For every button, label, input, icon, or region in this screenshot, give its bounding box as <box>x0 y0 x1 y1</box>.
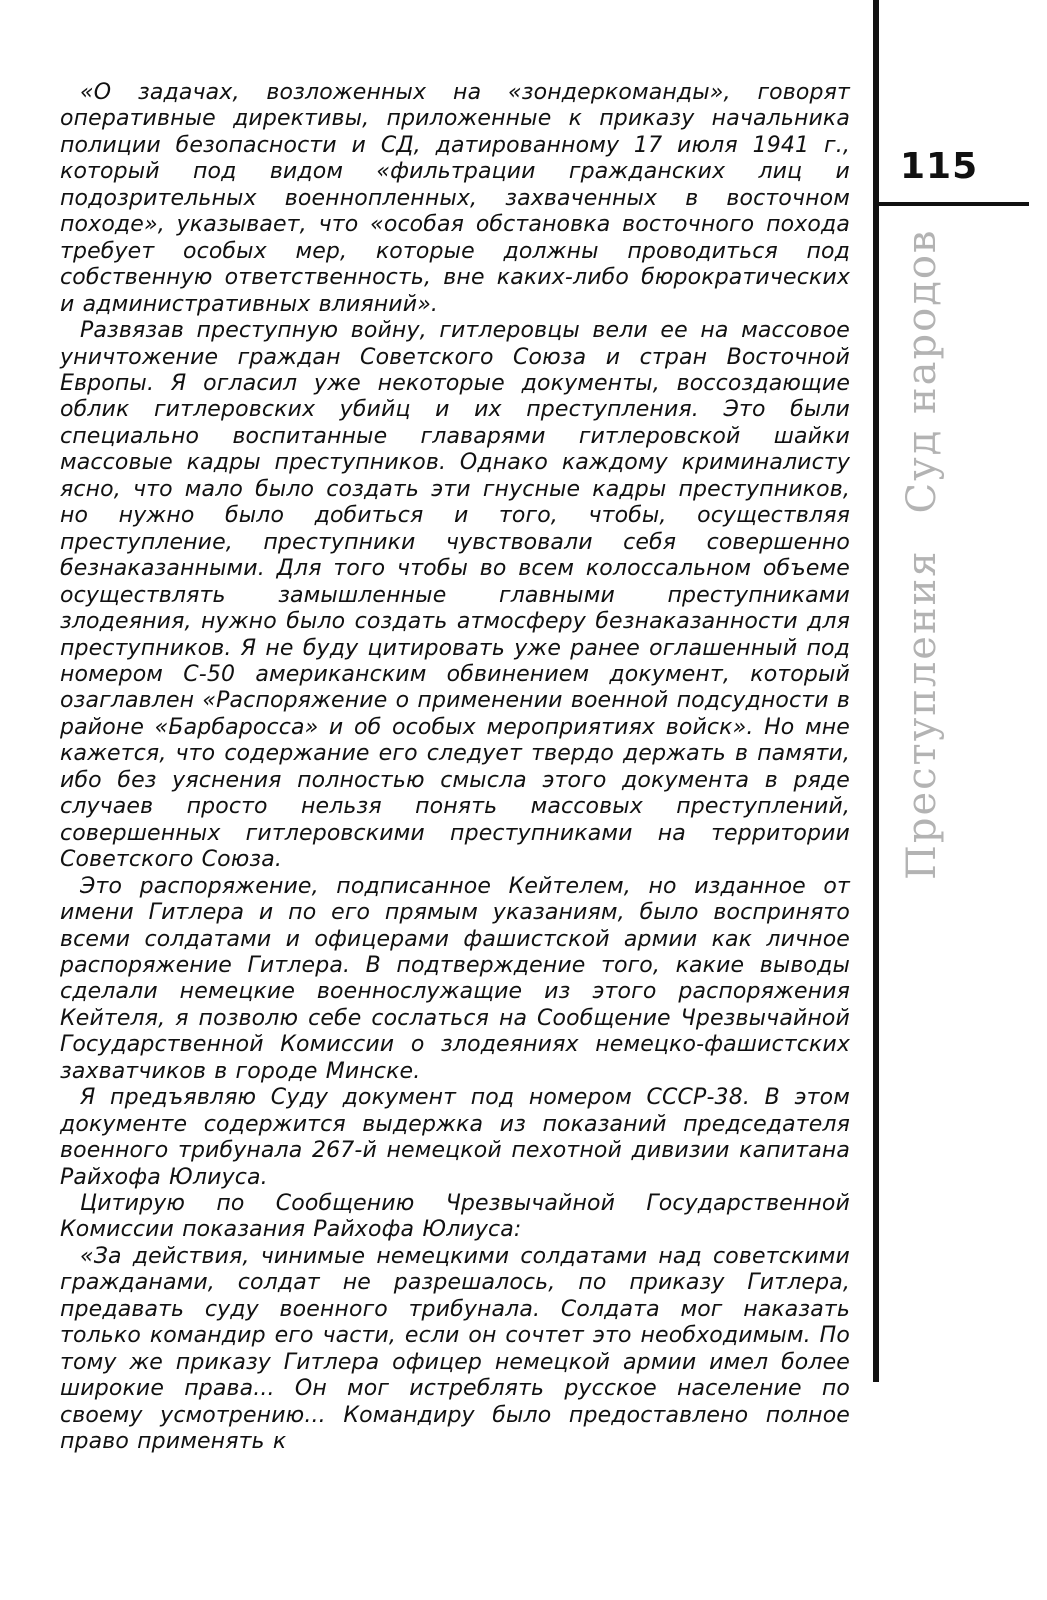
running-head-right: Суд народов <box>899 228 945 514</box>
paragraph-document-ussr-38: Я предъявляю Суду документ под номером СССР-38. В этом документе содержится выдержка из показаний председателя военного трибунала 267-й немецкой пехотной дивизии капитана Райхофа Юлиуса. <box>60 1085 850 1190</box>
paragraph-directives-quote: «О задачах, возложенных на «зондеркоманды», говорят оперативные директивы, приложенные к приказу начальника полиции безопасности и СД, датированному 17 июля 1941 г., который под видом «фильтрации гражданских лиц и подозрительных военнопленных, захваченных в восточном походе», указывает, что «особая обстановка восточного похода требует особых мер, которые должны проводиться под собственную ответственность, вне каких-либо бюрократических и административных влияний». <box>60 80 850 317</box>
main-text-column <box>60 80 850 1456</box>
paragraph-mass-extermination: Развязав преступную войну, гитлеровцы вели ее на массовое уничтожение граждан Советского Союза и стран Восточной Европы. Я огласил уже некоторые документы, воссоздающие облик гитлеровских убийц и их преступления. Это были специально воспитанные главарями гитлеровской шайки массовые кадры преступников. Однако каждому криминалисту ясно, что мало было создать эти гнусные кадры преступников, но нужно было добиться и того, чтобы, осуществляя преступление, преступники чувствовали себя совершенно безнаказанными. Для того чтобы во всем колоссальном объеме осуществлять замышленные главными преступниками злодеяния, нужно было создать атмосферу безнаказанности для преступников. Я не буду цитировать уже ранее оглашенный под номером С-50 американским обвинением документ, который озаглавлен «Распоряжение о применении военной подсудности в районе «Барбаросса» и об особых мероприятиях войск». Но мне кажется, что содержание его следует твердо держать в памяти, ибо без уяснения полностью смысла этого документа в ряде случаев просто нельзя понять массовых преступлений, совершенных гитлеровскими преступниками на территории Советского Союза. <box>60 318 850 873</box>
page-number: 115 <box>900 146 979 187</box>
paragraph-keitel-order: Это распоряжение, подписанное Кейтелем, но изданное от имени Гитлера и по его прямым указаниям, было воспринято всеми солдатами и офицерами фашистской армии как личное распоряжение Гитлера. В подтверждение того, какие выводы сделали немецкие военнослужащие из этого распоряжения Кейтеля, я позволю себе сослаться на Сообщение Чрезвычайной Государственной Комиссии о злодеяниях немецко-фашистских захватчиков в городе Минске. <box>60 873 850 1084</box>
paragraph-reichhof-testimony: «За действия, чинимые немецкими солдатами над советскими гражданами, солдат не разрешалось, по приказу Гитлера, предавать суду военного трибунала. Солдата мог наказать только командир его части, если он сочтет это необходимым. По тому же приказу Гитлера офицер немецкой армии имел более широкие права... Он мог истреблять русское население по своему усмотрению... Командиру было предоставлено полное право применять к <box>60 1243 850 1455</box>
running-head-vertical <box>892 200 952 880</box>
paragraph-citation-intro: Цитирую по Сообщению Чрезвычайной Государственной Комиссии показания Райхофа Юлиуса: <box>60 1191 850 1243</box>
margin-vertical-rule <box>873 0 879 1382</box>
running-head-left: Преступления <box>899 549 945 880</box>
